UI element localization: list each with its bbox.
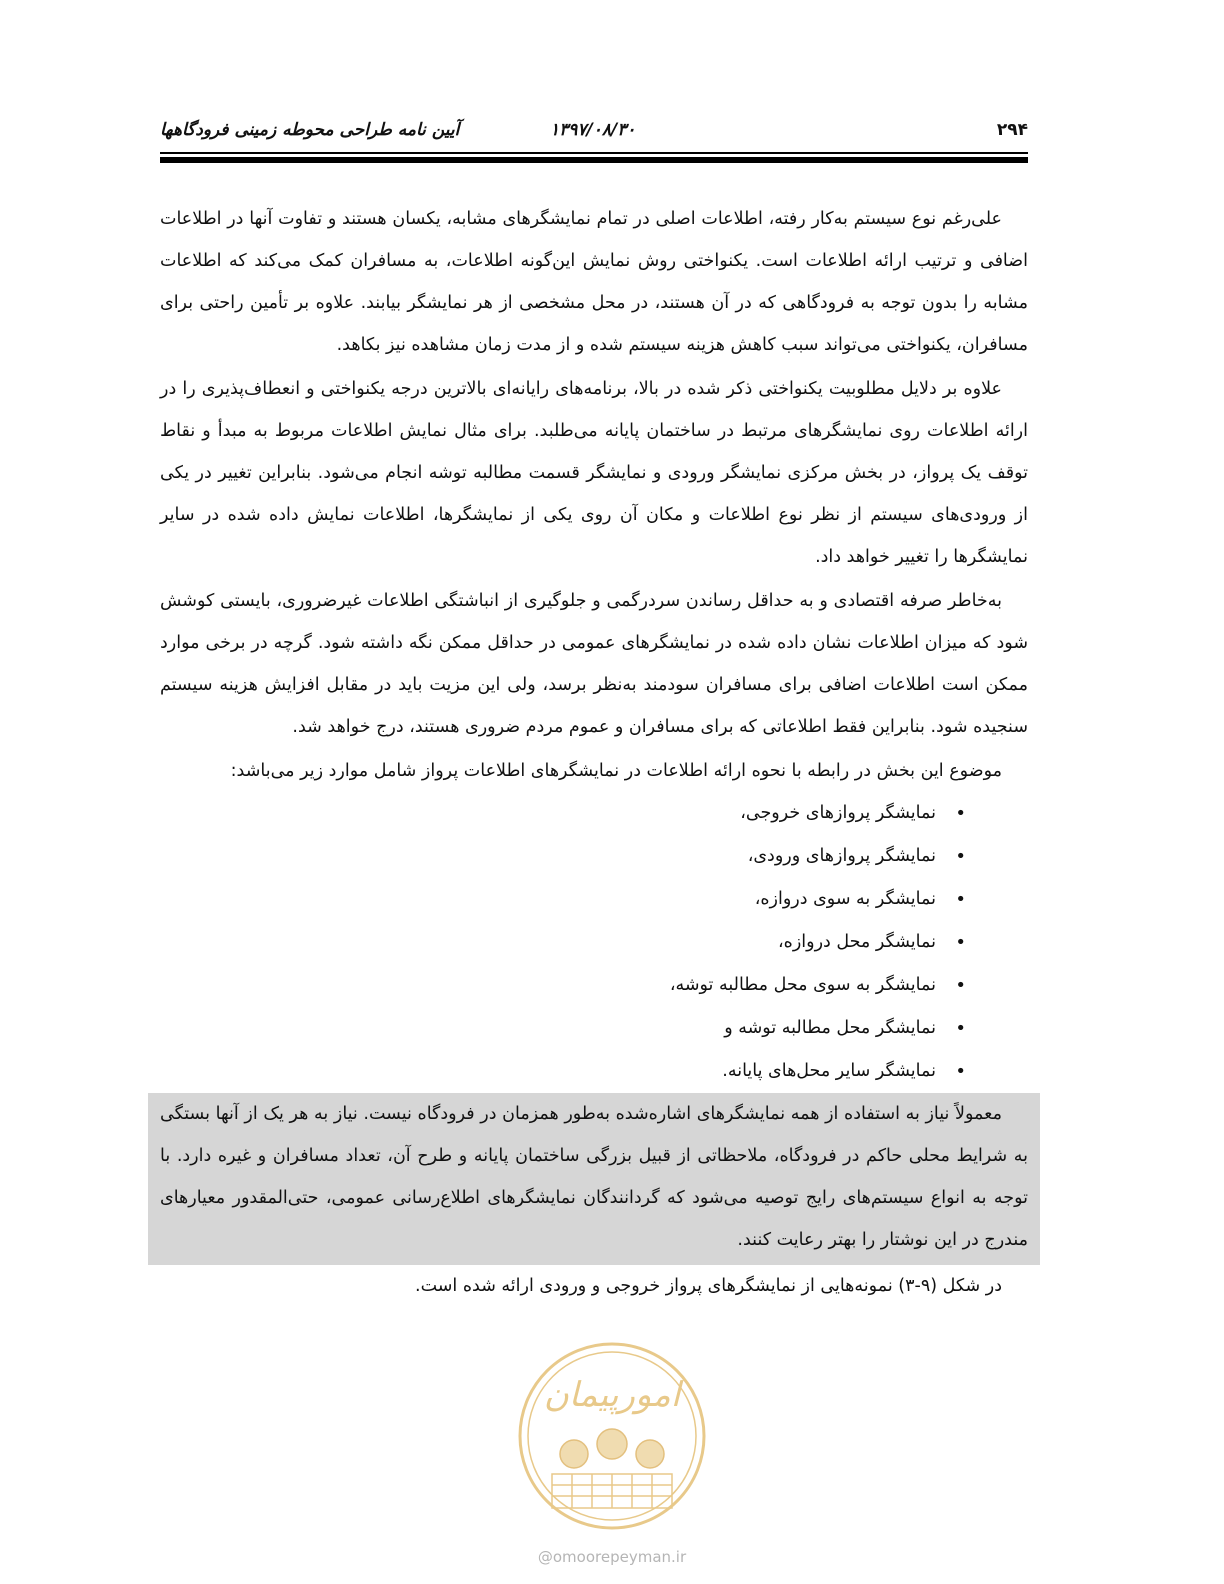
note-text: معمولاً نیاز به استفاده از همه نمایشگرهای اشاره‌شده به‌طور همزمان در فرودگاه نیست. نیاز به هر یک از آنها بستگی به شرایط محلی حاکم در فرودگاه، ملاحظاتی از قبیل بزرگی ساختمان پایانه و طرح آن، تعداد مسافران و غیره دارد. با توجه به انواع سیستم‌های رایج توصیه می‌شود که گردانندگان نمایشگرهای اطلاع‌رسانی عمومی، حتی‌المقدور معیارهای مندرج در این نوشتار را بهتر رعایت کنند. <box>160 1104 1028 1250</box>
watermark-logo-text: امورپیمان <box>543 1375 681 1415</box>
list-item: • نمایشگر محل مطالبه توشه و <box>160 1007 966 1050</box>
paragraph: علاوه بر دلایل مطلوبیت یکنواختی ذکر شده در بالا، برنامه‌های رایانه‌ای بالاترین درجه یکنواختی و انعطاف‌پذیری را در ارائه اطلاعات روی نمایشگرهای مرتبط در ساختمان پایانه می‌طلبد. برای مثال نمایش اطلاعات مربوط به مبدأ و نقاط توقف یک پرواز، در بخش مرکزی نمایشگر ورودی و نمایشگر قسمت مطالبه توشه انجام می‌شود. بنابراین تغییر در یکی از ورودی‌های سیستم از نظر نوع اطلاعات و مکان آن روی یکی از نمایشگرها، اطلاعات نمایش داده شده در سایر نمایشگرها را تغییر خواهد داد. <box>160 379 1028 567</box>
list-item: • نمایشگر پروازهای ورودی، <box>160 835 966 878</box>
watermark-url: @omoorepeyman.ir <box>537 1548 687 1566</box>
page-number: ۲۹۴ <box>996 120 1028 140</box>
list-item: • نمایشگر سایر محل‌های پایانه. <box>160 1050 966 1093</box>
header-date: ۱۳۹۷/۰۸/۳۰ <box>550 120 636 140</box>
closing-paragraph: در شکل (۹-۳) نمونه‌هایی از نمایشگرهای پرواز خروجی و ورودی ارائه شده است. <box>415 1276 1002 1296</box>
header-rule-thick <box>160 157 1028 163</box>
watermark-logo <box>512 1336 712 1536</box>
list-item: • نمایشگر به سوی محل مطالبه توشه، <box>160 964 966 1007</box>
display-types-list <box>160 792 1028 1093</box>
highlighted-note <box>148 1093 1040 1265</box>
list-item: • نمایشگر به سوی دروازه، <box>160 878 966 921</box>
header-title: آیین نامه طراحی محوطه زمینی فرودگاهها <box>160 120 460 140</box>
header-rule-thin <box>160 152 1028 154</box>
page-header <box>160 118 1028 148</box>
paragraph: به‌خاطر صرفه اقتصادی و به حداقل رساندن سردرگمی و جلوگیری از انباشتگی اطلاعات غیرضروری، بایستی کوشش شود که میزان اطلاعات نشان داده شده در نمایشگرهای عمومی در حداقل ممکن نگه داشته شود. گرچه در برخی موارد ممکن است اطلاعات اضافی برای مسافران سودمند به‌نظر برسد، ولی این مزیت باید در مقابل افزایش هزینه سیستم سنجیده شود. بنابراین فقط اطلاعاتی که برای مسافران و عموم مردم ضروری هستند، درج خواهد شد. <box>160 591 1028 737</box>
paragraph: موضوع این بخش در رابطه با نحوه ارائه اطلاعات در نمایشگرهای اطلاعات پرواز شامل موارد زیر می‌باشد: <box>230 761 1002 781</box>
document-body <box>160 198 1028 1307</box>
list-item: • نمایشگر محل دروازه، <box>160 921 966 964</box>
list-item: • نمایشگر پروازهای خروجی، <box>160 792 966 835</box>
paragraph: علی‌رغم نوع سیستم به‌کار رفته، اطلاعات اصلی در تمام نمایشگرهای مشابه، یکسان هستند و تفاوت آنها در اطلاعات اضافی و ترتیب ارائه اطلاعات است. یکنواختی روش نمایش این‌گونه اطلاعات، به مسافران کمک می‌کند که اطلاعات مشابه را بدون توجه به فرودگاهی که در آن هستند، در محل مشخصی از هر نمایشگر بیابند. علاوه بر تأمین راحتی برای مسافران، یکنواختی می‌تواند سبب کاهش هزینه سیستم شده و از مدت زمان مشاهده نیز بکاهد. <box>160 209 1028 355</box>
